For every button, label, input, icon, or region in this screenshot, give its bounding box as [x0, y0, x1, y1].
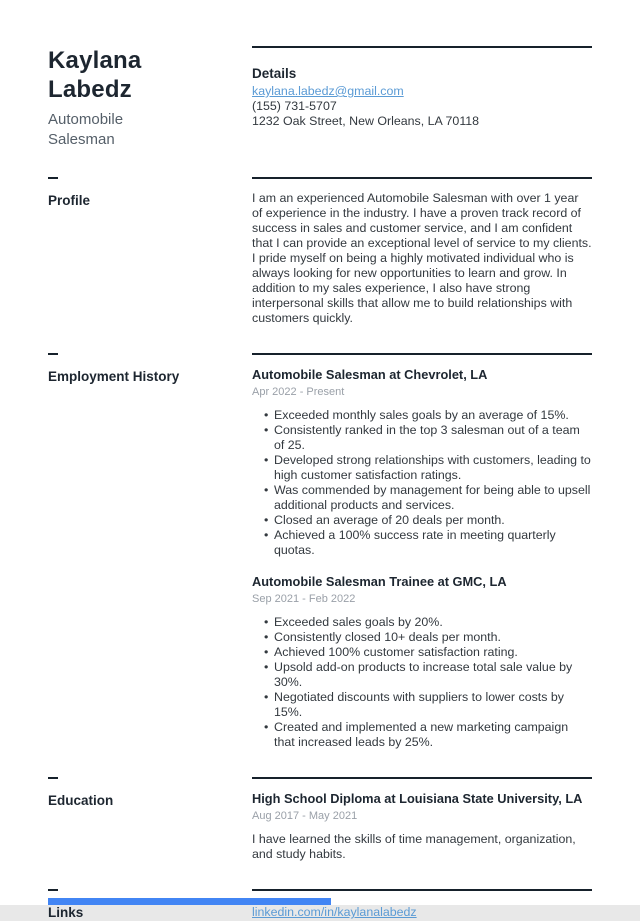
- header-section: [0, 46, 640, 150]
- links-left: [48, 889, 252, 921]
- header-left: [48, 46, 252, 150]
- profile-right: [252, 177, 592, 326]
- section-dash: [48, 353, 58, 355]
- job-bullet: • Negotiated discounts with suppliers to lower costs by 15%.: [274, 690, 592, 720]
- details-heading: Details: [252, 66, 297, 81]
- job-dates: Apr 2022 - Present: [252, 386, 345, 398]
- job-bullet: • Exceeded monthly sales goals by an average of 15%.: [274, 408, 592, 423]
- footer-accent-bar: [48, 898, 331, 905]
- job-bullet-list: [252, 615, 592, 750]
- profile-left: [48, 177, 252, 326]
- linkedin-link[interactable]: linkedin.com/in/kaylanalabedz: [252, 905, 417, 919]
- employment-left: [48, 353, 252, 750]
- header-right: [252, 46, 592, 150]
- job-bullet: • Consistently ranked in the top 3 salesman out of a team of 25.: [274, 423, 592, 453]
- job-entry: [252, 574, 592, 750]
- section-dash: [48, 889, 58, 891]
- person-name: Kaylana Labedz: [48, 47, 142, 103]
- employment-heading: Employment History: [48, 369, 180, 384]
- job-bullet: • Achieved 100% customer satisfaction rating.: [274, 645, 592, 660]
- profile-section: [0, 177, 640, 326]
- job-bullet: • Exceeded sales goals by 20%.: [274, 615, 592, 630]
- links-heading: Links: [48, 905, 84, 920]
- job-bullet: • Developed strong relationships with customers, leading to high customer satisfaction ratings.: [274, 453, 592, 483]
- education-description: I have learned the skills of time management, organization, and study habits.: [252, 832, 576, 861]
- education-right: [252, 777, 592, 862]
- education-heading: Education: [48, 793, 114, 808]
- links-section: [0, 889, 640, 921]
- job-bullet: • Closed an average of 20 deals per month.: [274, 513, 592, 528]
- job-dates: Sep 2021 - Feb 2022: [252, 593, 356, 605]
- education-entry: [252, 791, 592, 862]
- address-line: 1232 Oak Street, New Orleans, LA 70118: [252, 114, 480, 128]
- section-dash: [48, 777, 58, 779]
- employment-section: [0, 353, 640, 750]
- job-title: Automobile Salesman Trainee at GMC, LA: [252, 574, 507, 589]
- job-bullet: • Upsold add-on products to increase total sale value by 30%.: [274, 660, 592, 690]
- section-dash: [48, 177, 58, 179]
- job-title: Automobile Salesman at Chevrolet, LA: [252, 367, 488, 382]
- job-bullet: • Was commended by management for being able to upsell additional products and services.: [274, 483, 592, 513]
- email-line: [252, 84, 592, 99]
- profile-heading: Profile: [48, 193, 91, 208]
- education-dates: Aug 2017 - May 2021: [252, 810, 358, 822]
- education-left: [48, 777, 252, 862]
- details-block: [252, 46, 592, 129]
- job-bullet: • Created and implemented a new marketing campaign that increased leads by 25%.: [274, 720, 592, 750]
- job-bullet: • Consistently closed 10+ deals per month.: [274, 630, 592, 645]
- links-right: [252, 889, 592, 921]
- person-job-title: Automobile Salesman: [48, 111, 124, 148]
- email-link[interactable]: kaylana.labedz@gmail.com: [252, 84, 404, 98]
- education-section: [0, 777, 640, 862]
- job-entry: [252, 367, 592, 558]
- job-bullet: • Achieved a 100% success rate in meeting quarterly quotas.: [274, 528, 592, 558]
- phone-line: (155) 731-5707: [252, 99, 337, 113]
- job-bullet-list: [252, 408, 592, 558]
- employment-right: [252, 353, 592, 750]
- education-title: High School Diploma at Louisiana State University, LA: [252, 791, 583, 806]
- profile-text: I am an experienced Automobile Salesman with over 1 year of experience in the industry. I have a proven track record of success in sales and customer service, and I am confident that I can provide an exceptional level of service to my clients. I pride myself on being a highly motivated individual who is always looking for new opportunities to learn and grow. In addition to my sales experience, I also have strong interpersonal skills that allow me to build relationships with customers quickly.: [252, 191, 592, 325]
